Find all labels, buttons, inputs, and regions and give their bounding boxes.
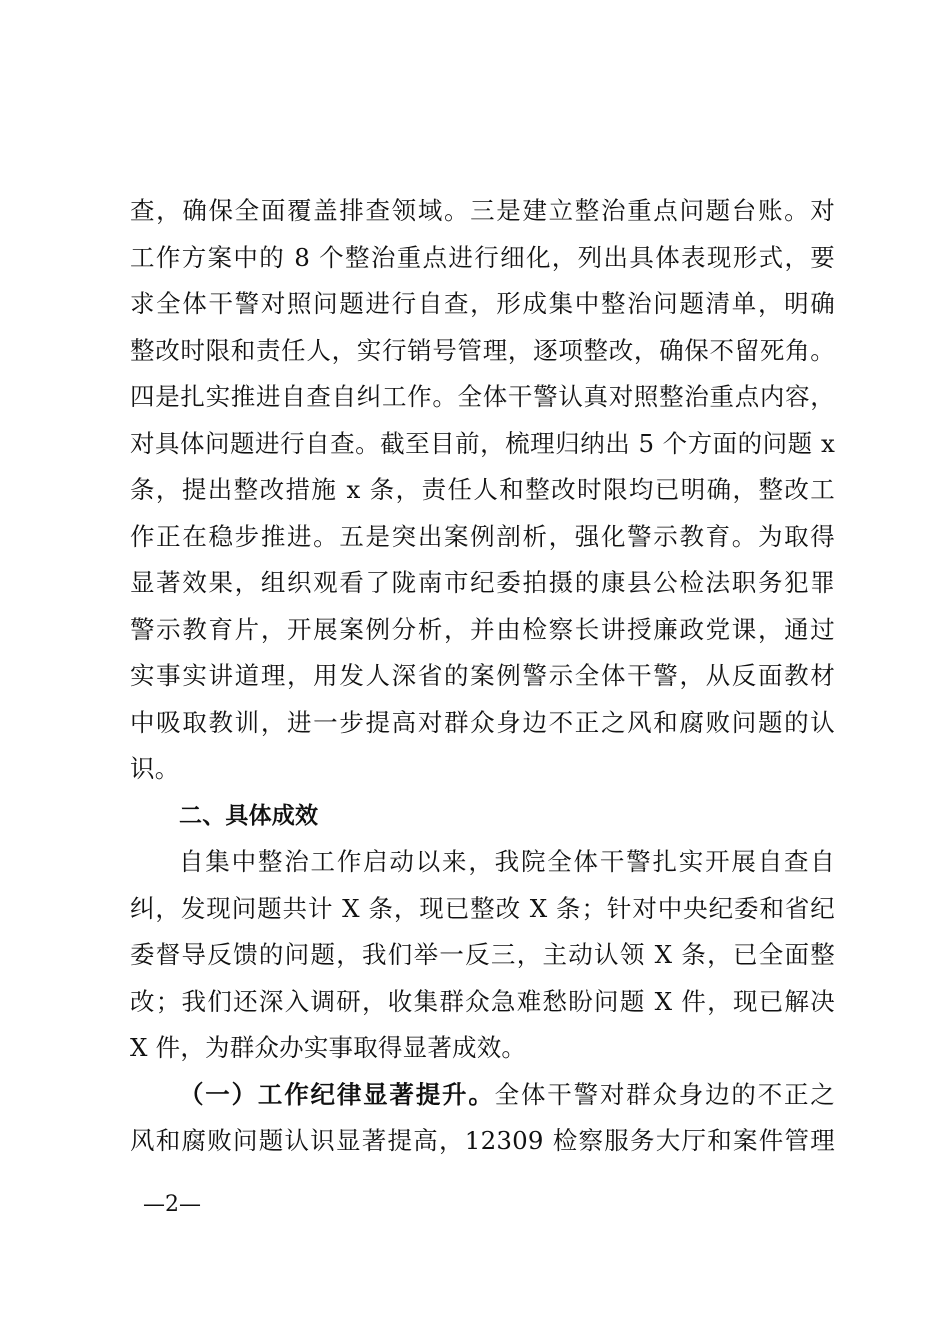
text-line: 求全体干警对照问题进行自查，形成集中整治问题清单，明确 (130, 289, 835, 318)
document-body (130, 188, 835, 1165)
text-line: 纠，发现问题共计 X 条，现已整改 X 条；针对中央纪委和省纪 (130, 893, 835, 923)
text-line: 中吸取教训，进一步提高对群众身边不正之风和腐败问题的认 (130, 707, 835, 737)
text-line: 整改时限和责任人，实行销号管理，逐项整改，确保不留死角。 (130, 335, 835, 365)
text-line: 识。 (130, 754, 180, 783)
text-line: 风和腐败问题认识显著提高，12309 检察服务大厅和案件管理 (130, 1126, 835, 1155)
text-line: 工作方案中的 8 个整治重点进行细化，列出具体表现形式，要 (130, 242, 835, 272)
text-line: 显著效果，组织观看了陇南市纪委拍摄的康县公检法职务犯罪 (130, 568, 835, 597)
paragraph-continued (130, 188, 835, 793)
text-run: 全体干警对群众身边的不正之 (494, 1079, 835, 1109)
text-line: 自集中整治工作启动以来，我院全体干警扎实开展自查自 (179, 847, 835, 876)
text-line (130, 1072, 835, 1119)
text-line: 对具体问题进行自查。截至目前，梳理归纳出 5 个方面的问题 x (130, 428, 835, 458)
subsection-paragraph (130, 1072, 835, 1165)
text-line: X 件，为群众办实事取得显著成效。 (130, 1033, 527, 1062)
text-line: 委督导反馈的问题，我们举一反三，主动认领 X 条，已全面整 (130, 940, 835, 969)
section-heading: 二、具体成效 (179, 802, 319, 829)
text-line: 查，确保全面覆盖排查领域。三是建立整治重点问题台账。对 (130, 196, 835, 225)
text-line: 实事实讲道理，用发人深省的案例警示全体干警，从反面教材 (130, 661, 835, 690)
results-paragraph (130, 839, 835, 1072)
text-line: 四是扎实推进自查自纠工作。全体干警认真对照整治重点内容， (130, 382, 835, 411)
page-number: —2— (143, 1192, 201, 1217)
text-line: 条，提出整改措施 x 条，责任人和整改时限均已明确，整改工 (130, 475, 835, 504)
text-line: 改；我们还深入调研，收集群众急难愁盼问题 X 件，现已解决 (130, 986, 835, 1016)
subsection-heading: （一）工作纪律显著提升。 (179, 1079, 495, 1109)
text-line: 警示教育片，开展案例分析，并由检察长讲授廉政党课，通过 (130, 614, 835, 644)
text-line: 作正在稳步推进。五是突出案例剖析，强化警示教育。为取得 (130, 521, 835, 551)
